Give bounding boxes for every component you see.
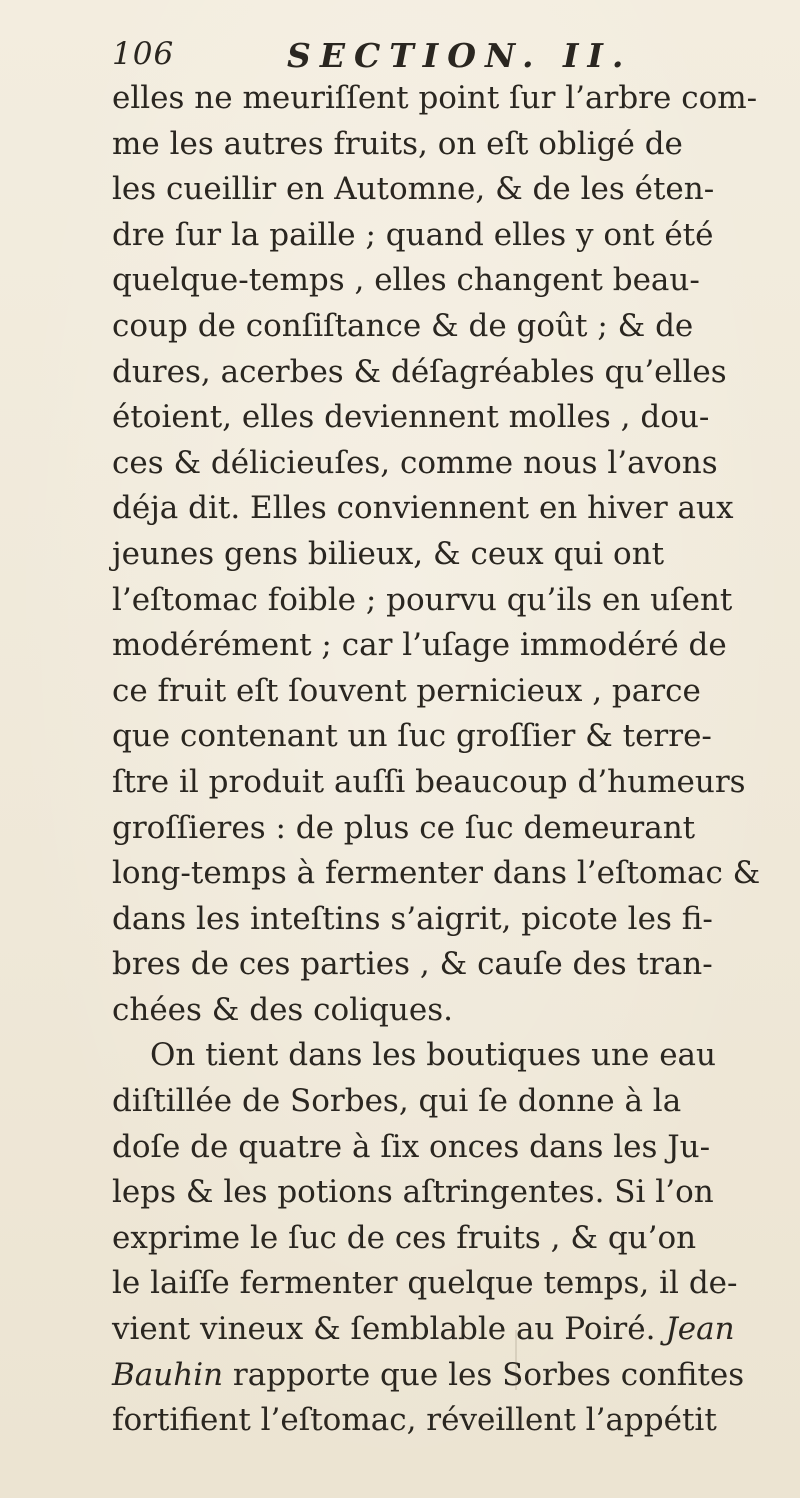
- paragraph-start-line: On tient dans les boutiques une eau: [150, 1037, 716, 1074]
- text-line: [112, 1307, 800, 1353]
- paper-mark: [515, 1330, 517, 1390]
- text-line: coup de conſiſtance & de goût ; & de: [112, 307, 694, 344]
- text-segment: vient vineux & ſemblable au Poiré.: [112, 1311, 656, 1348]
- body-text: [112, 76, 800, 1444]
- text-line: me les autres fruits, on eſt obligé de: [112, 125, 683, 162]
- text-line: bres de ces parties , & cauſe des tran-: [112, 946, 713, 983]
- text-line: les cueillir en Automne, & de les éten-: [112, 171, 715, 208]
- text-segment: rapporte que les Sorbes confites: [223, 1356, 745, 1393]
- author-name-italic: Jean: [665, 1311, 735, 1348]
- text-line: ce fruit eſt ſouvent pernicieux , parce: [112, 672, 701, 709]
- text-line: dre ſur la paille ; quand elles y ont été: [112, 216, 714, 253]
- text-line: leps & les potions aſtringentes. Si l’on: [112, 1174, 714, 1211]
- text-line: déja dit. Elles conviennent en hiver aux: [112, 490, 734, 527]
- text-line: ſtre il produit auſſi beaucoup d’humeurs: [112, 763, 746, 800]
- text-line: modérément ; car l’uſage immodéré de: [112, 627, 727, 664]
- text-line: quelque-temps , elles changent beau-: [112, 262, 700, 299]
- text-line: groſſieres : de plus ce ſuc demeurant: [112, 809, 696, 846]
- author-name-italic: Bauhin: [112, 1356, 224, 1393]
- text-line: chées & des coliques.: [112, 991, 453, 1028]
- page-number: 106: [112, 36, 175, 72]
- text-line: que contenant un ſuc groſſier & terre-: [112, 718, 712, 755]
- text-line: ces & délicieuſes, comme nous l’avons: [112, 444, 718, 481]
- text-line: étoient, elles deviennent molles , dou-: [112, 399, 710, 436]
- text-line: jeunes gens bilieux, & ceux qui ont: [112, 535, 665, 572]
- text-line: [112, 1353, 800, 1399]
- text-line: diſtillée de Sorbes, qui ſe donne à la: [112, 1083, 682, 1120]
- text-line: long-temps à fermenter dans l’eſtomac &: [112, 855, 761, 892]
- text-line: dures, acerbes & déſagréables qu’elles: [112, 353, 727, 390]
- text-line: elles ne meuriſſent point ſur l’arbre com-: [112, 80, 758, 116]
- text-line: fortifient l’eſtomac, réveillent l’appétit: [112, 1402, 717, 1439]
- text-line: doſe de quatre à ſix onces dans les Ju-: [112, 1128, 711, 1165]
- text-line: le laiſſe fermenter quelque temps, il de-: [112, 1265, 738, 1302]
- running-head: SECTION. II.: [287, 36, 633, 75]
- text-line: dans les inteſtins s’aigrit, picote les fi-: [112, 900, 713, 937]
- text-line: l’eſtomac foible ; pourvu qu’ils en uſent: [112, 581, 733, 618]
- text-line: exprime le ſuc de ces fruits , & qu’on: [112, 1219, 697, 1256]
